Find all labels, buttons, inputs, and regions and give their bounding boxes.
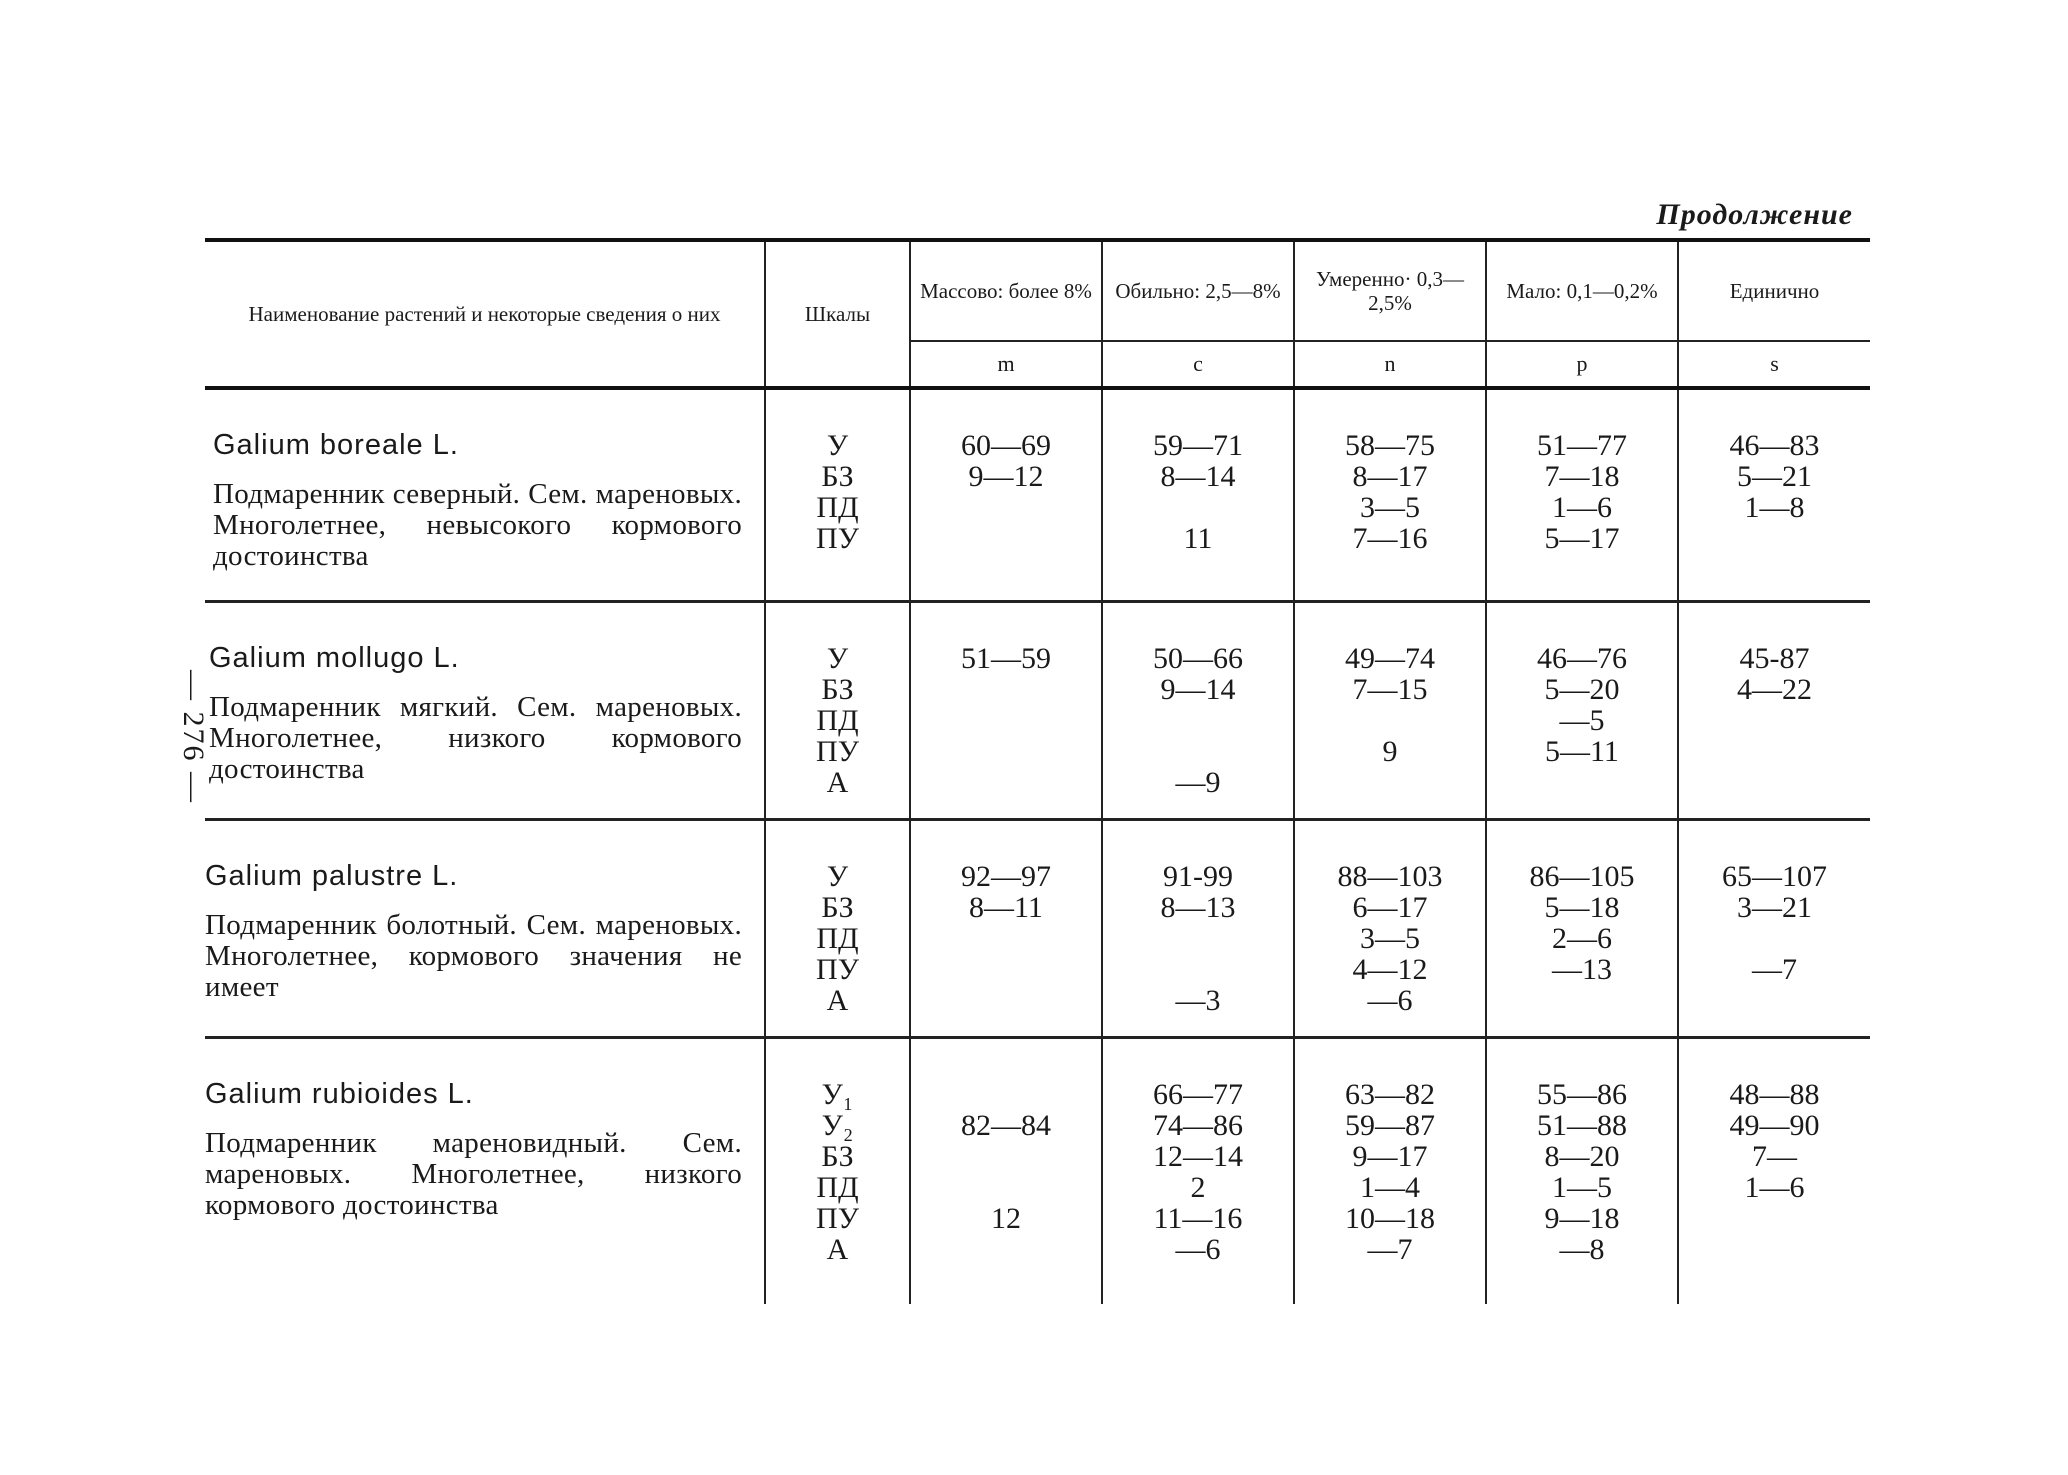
value-range xyxy=(1680,985,1869,1016)
value-cell-n xyxy=(1294,602,1486,820)
value-range: 8—14 xyxy=(1160,460,1236,493)
table-body xyxy=(205,388,1870,1304)
scale-label: ПД xyxy=(816,922,859,955)
table-row xyxy=(205,388,1870,602)
value-range: 51—88 xyxy=(1537,1109,1627,1142)
value-range xyxy=(912,736,1100,767)
value-range: —13 xyxy=(1552,953,1612,986)
value-range: —7 xyxy=(1752,953,1797,986)
value-range: 49—74 xyxy=(1345,642,1435,675)
value-cell-p xyxy=(1486,602,1678,820)
value-range: 49—90 xyxy=(1729,1109,1820,1142)
plant-name-cell xyxy=(205,820,765,1038)
value-range: 9 xyxy=(1382,735,1398,768)
plant-latin-name: Galium palustre L. xyxy=(205,860,459,892)
value-range: 92—97 xyxy=(961,860,1051,893)
scale-label: У₁ xyxy=(821,1078,854,1111)
value-range xyxy=(912,1079,1100,1110)
header-column-code: p xyxy=(1486,341,1678,388)
value-range xyxy=(912,1172,1100,1203)
value-range xyxy=(912,954,1100,985)
table-row xyxy=(205,1038,1870,1305)
scale-label: ПУ xyxy=(816,735,859,768)
scale-cell xyxy=(765,388,910,602)
value-range xyxy=(912,492,1100,523)
value-cell-n xyxy=(1294,1038,1486,1305)
value-range xyxy=(1104,705,1292,736)
table-row xyxy=(205,820,1870,1038)
plant-name-cell xyxy=(205,388,765,602)
value-cell-p xyxy=(1486,1038,1678,1305)
value-range xyxy=(1680,923,1869,954)
value-range xyxy=(1680,767,1869,798)
plant-description: Подмаренник болотный. Сем. мареновых. Многолетнее, кормового значения не имеет xyxy=(205,909,742,1003)
value-range xyxy=(1680,523,1869,554)
value-range xyxy=(1488,985,1676,1016)
scale-label: БЗ xyxy=(821,460,854,493)
scale-label: ПД xyxy=(816,1171,859,1204)
value-range: 60—69 xyxy=(961,429,1051,462)
value-cell-m xyxy=(910,1038,1102,1305)
value-range xyxy=(1680,736,1869,767)
value-cell-n xyxy=(1294,820,1486,1038)
header-column-label: Мало: 0,1—0,2% xyxy=(1486,240,1678,341)
scale-cell xyxy=(765,602,910,820)
value-range xyxy=(1104,923,1292,954)
value-range: 3—5 xyxy=(1360,491,1420,524)
value-range: 8—17 xyxy=(1352,460,1428,493)
value-range xyxy=(1680,1203,1869,1234)
value-range: 5—18 xyxy=(1544,891,1620,924)
value-range: 5—20 xyxy=(1544,673,1620,706)
scale-label: БЗ xyxy=(821,1140,854,1173)
scale-label: БЗ xyxy=(821,673,854,706)
header-scale-column: Шкалы xyxy=(765,240,910,388)
value-range: 9—12 xyxy=(968,460,1044,493)
value-range: 7—15 xyxy=(1352,673,1428,706)
value-range xyxy=(1488,767,1676,798)
value-range: 51—59 xyxy=(961,642,1051,675)
value-range xyxy=(912,1141,1100,1172)
value-range: 11—16 xyxy=(1153,1202,1243,1235)
value-range: 9—17 xyxy=(1352,1140,1428,1173)
value-range: 6—17 xyxy=(1352,891,1428,924)
value-range: 59—87 xyxy=(1345,1109,1435,1142)
scale-cell xyxy=(765,1038,910,1305)
value-range: 1—8 xyxy=(1744,491,1805,524)
value-cell-c xyxy=(1102,1038,1294,1305)
value-range: 51—77 xyxy=(1537,429,1627,462)
value-cell-m xyxy=(910,388,1102,602)
value-range: 65—107 xyxy=(1722,860,1827,893)
scale-label: ПД xyxy=(816,491,859,524)
header-name-column: Наименование растений и некоторые сведения о них xyxy=(205,240,765,388)
scale-label: ПД xyxy=(816,704,859,737)
value-range: 7—18 xyxy=(1544,460,1620,493)
value-range xyxy=(1104,492,1292,523)
scale-label: У xyxy=(826,429,849,462)
value-range: 5—17 xyxy=(1544,522,1620,555)
value-range: 1—5 xyxy=(1552,1171,1612,1204)
value-cell-m xyxy=(910,602,1102,820)
value-range: 1—4 xyxy=(1360,1171,1420,1204)
value-range: —5 xyxy=(1559,704,1605,737)
value-range: 48—88 xyxy=(1729,1078,1820,1111)
page-number: — 276 — xyxy=(177,670,210,804)
value-range xyxy=(912,767,1100,798)
header-column-label: Обильно: 2,5—8% xyxy=(1102,240,1294,341)
plant-latin-name: Galium boreale L. xyxy=(213,429,459,461)
scale-label: А xyxy=(826,766,849,799)
scale-label: ПУ xyxy=(816,953,859,986)
value-range xyxy=(1104,954,1292,985)
value-range: 74—86 xyxy=(1153,1109,1243,1142)
continuation-label: Продолжение xyxy=(1656,198,1853,231)
scale-label: ПУ xyxy=(816,522,859,555)
value-range: 91-99 xyxy=(1163,860,1233,893)
value-range: —6 xyxy=(1367,984,1413,1017)
value-range: 2—6 xyxy=(1552,922,1612,955)
scale-cell xyxy=(765,820,910,1038)
value-range: 1—6 xyxy=(1744,1171,1805,1204)
scale-label: БЗ xyxy=(821,891,854,924)
plant-abundance-table xyxy=(205,238,1870,1304)
plant-description: Подмаренник северный. Сем. мареновых. Многолетнее, невысокого кормового достоинства xyxy=(213,478,742,572)
scale-label: У xyxy=(826,642,849,675)
value-range: 12—14 xyxy=(1153,1140,1243,1173)
value-range: 11 xyxy=(1183,522,1213,555)
value-cell-p xyxy=(1486,388,1678,602)
scale-label: А xyxy=(826,984,849,1017)
value-cell-s xyxy=(1678,602,1870,820)
value-range: 58—75 xyxy=(1345,429,1435,462)
value-range: 12 xyxy=(991,1202,1021,1235)
value-range: —8 xyxy=(1559,1233,1605,1266)
plant-description: Подмаренник мареновидный. Сем. мареновых. Многолетнее, низкого кормового достоинства xyxy=(205,1127,742,1221)
value-range: 55—86 xyxy=(1537,1078,1627,1111)
header-column-code: s xyxy=(1678,341,1870,388)
value-cell-c xyxy=(1102,820,1294,1038)
value-cell-s xyxy=(1678,388,1870,602)
value-range: 46—83 xyxy=(1729,429,1820,462)
scale-label: А xyxy=(826,1233,849,1266)
scale-label: У₂ xyxy=(821,1109,854,1142)
header-column-code: n xyxy=(1294,341,1486,388)
value-range: 9—18 xyxy=(1544,1202,1620,1235)
value-range xyxy=(912,523,1100,554)
value-range: 7—16 xyxy=(1352,522,1428,555)
value-range: —7 xyxy=(1367,1233,1413,1266)
value-range: 9—14 xyxy=(1160,673,1236,706)
header-column-label: Единично xyxy=(1678,240,1870,341)
header-column-label: Умеренно· 0,3—2,5% xyxy=(1294,240,1486,341)
value-range: 45-87 xyxy=(1739,642,1810,675)
plant-description: Подмаренник мягкий. Сем. мареновых. Многолетнее, низкого кормового достоинства xyxy=(209,691,742,785)
value-range: 59—71 xyxy=(1153,429,1243,462)
value-cell-c xyxy=(1102,602,1294,820)
header-column-code: c xyxy=(1102,341,1294,388)
plant-table-sheet xyxy=(205,238,1870,1304)
value-cell-s xyxy=(1678,820,1870,1038)
value-cell-s xyxy=(1678,1038,1870,1305)
value-cell-c xyxy=(1102,388,1294,602)
value-range xyxy=(1296,767,1484,798)
plant-name-cell xyxy=(205,1038,765,1305)
value-range: 8—13 xyxy=(1160,891,1236,924)
value-range: 8—11 xyxy=(969,891,1043,924)
value-range: 3—21 xyxy=(1737,891,1812,924)
value-range xyxy=(912,705,1100,736)
table-row xyxy=(205,602,1870,820)
value-range: 50—66 xyxy=(1153,642,1243,675)
value-range xyxy=(1680,705,1869,736)
value-range: 4—12 xyxy=(1352,953,1428,986)
value-cell-m xyxy=(910,820,1102,1038)
value-range xyxy=(912,985,1100,1016)
plant-latin-name: Galium mollugo L. xyxy=(209,642,460,674)
plant-latin-name: Galium rubioides L. xyxy=(205,1078,474,1110)
value-range xyxy=(1680,1234,1869,1265)
value-range xyxy=(1296,705,1484,736)
value-range: 46—76 xyxy=(1537,642,1627,675)
value-cell-n xyxy=(1294,388,1486,602)
header-column-label: Массово: более 8% xyxy=(910,240,1102,341)
value-range: —9 xyxy=(1175,766,1221,799)
value-range: 4—22 xyxy=(1737,673,1812,706)
value-range: 7— xyxy=(1752,1140,1797,1173)
plant-name-cell xyxy=(205,602,765,820)
value-range: —6 xyxy=(1175,1233,1221,1266)
value-range: 1—6 xyxy=(1552,491,1612,524)
value-range: 5—21 xyxy=(1737,460,1812,493)
header-column-code: m xyxy=(910,341,1102,388)
scale-label: ПУ xyxy=(816,1202,859,1235)
scale-label: У xyxy=(826,860,849,893)
value-range: 86—105 xyxy=(1529,860,1635,893)
value-range: 88—103 xyxy=(1337,860,1443,893)
value-range: 8—20 xyxy=(1544,1140,1620,1173)
value-cell-p xyxy=(1486,820,1678,1038)
value-range: 63—82 xyxy=(1345,1078,1435,1111)
value-range: 5—11 xyxy=(1545,735,1619,768)
value-range: 10—18 xyxy=(1345,1202,1435,1235)
value-range: 3—5 xyxy=(1360,922,1420,955)
value-range: 66—77 xyxy=(1153,1078,1243,1111)
value-range xyxy=(912,674,1100,705)
value-range xyxy=(1104,736,1292,767)
value-range: 82—84 xyxy=(961,1109,1051,1142)
value-range: —3 xyxy=(1175,984,1221,1017)
value-range: 2 xyxy=(1190,1171,1206,1204)
value-range xyxy=(912,923,1100,954)
value-range xyxy=(912,1234,1100,1265)
